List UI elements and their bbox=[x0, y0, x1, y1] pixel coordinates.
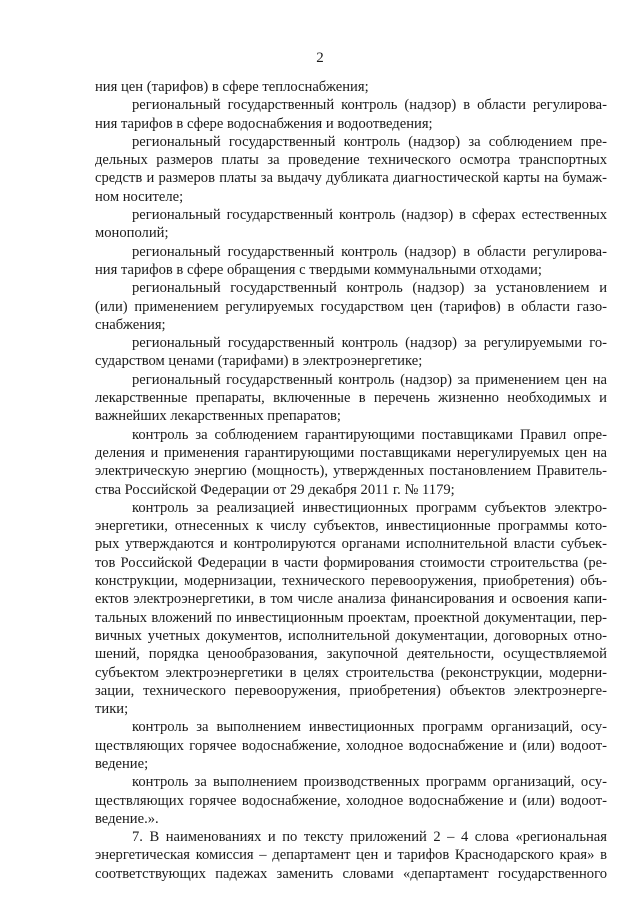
text-line: региональный государственный контроль (надзор) за регулируемыми го- bbox=[132, 335, 607, 352]
text-line: контроль за реализацией инвестиционных программ субъектов электро- bbox=[132, 499, 607, 516]
text-line: энергетическая комиссия – департамент цен и тарифов Краснодарского края» в bbox=[95, 847, 607, 864]
text-line: сударством ценами (тарифами) в электроэнергетике; bbox=[95, 353, 423, 370]
text-line: вичных учетных документов, исполнительной документации, договорных отно- bbox=[95, 627, 607, 644]
document-body bbox=[95, 78, 607, 883]
text-line: ства Российской Федерации от 29 декабря 2011 г. № 1179; bbox=[95, 481, 455, 498]
text-line: электрическую энергию (мощность), утвержденных постановлением Правитель- bbox=[95, 463, 607, 480]
text-line: ведение; bbox=[95, 755, 149, 772]
text-line: ния тарифов в сфере обращения с твердыми коммунальными отходами; bbox=[95, 261, 542, 278]
text-line: монополий; bbox=[95, 225, 169, 242]
text-line: снабжения; bbox=[95, 316, 166, 333]
text-line: контроль за выполнением инвестиционных программ организаций, осу- bbox=[132, 719, 607, 736]
text-line: ном носителе; bbox=[95, 188, 184, 205]
text-line: ществляющих горячее водоснабжение, холодное водоснабжение и (или) водоот- bbox=[95, 792, 607, 809]
text-line: средств и размеров платы за выдачу дубликата диагностической карты на бумаж- bbox=[95, 170, 607, 187]
text-line: тальных вложений по инвестиционным проектам, проектной документации, пер- bbox=[95, 609, 607, 626]
text-line: региональный государственный контроль (надзор) за установлением и bbox=[132, 280, 607, 297]
text-line: ществляющих горячее водоснабжение, холодное водоснабжение и (или) водоот- bbox=[95, 737, 607, 754]
text-line: дельных размеров платы за проведение технического осмотра транспортных bbox=[95, 152, 607, 169]
text-line: региональный государственный контроль (надзор) за соблюдением пре- bbox=[132, 133, 607, 150]
text-line: ния тарифов в сфере водоснабжения и водоотведения; bbox=[95, 115, 433, 132]
text-line: энергетики, отнесенных к числу субъектов, инвестиционные программы кото- bbox=[95, 518, 607, 535]
text-line: соответствующих падежах заменить словами «департамент государственного bbox=[95, 865, 607, 882]
text-line: важнейших лекарственных препаратов; bbox=[95, 408, 341, 425]
text-line: лекарственные препараты, включенные в перечень жизненно необходимых и bbox=[95, 390, 607, 407]
text-line: региональный государственный контроль (надзор) в сферах естественных bbox=[132, 207, 607, 224]
text-line: ектов электроэнергетики, в том числе анализа финансирования и освоения капи- bbox=[95, 591, 607, 608]
text-line: тов Российской Федерации в части формирования стоимости строительства (ре- bbox=[95, 554, 607, 571]
text-line: (или) применением регулируемых государством цен (тарифов) в области газо- bbox=[95, 298, 607, 315]
text-line: тики; bbox=[95, 701, 129, 718]
text-line: зации, технического перевооружения, приобретения) объектов электроэнерге- bbox=[95, 682, 607, 699]
page-number: 2 bbox=[316, 50, 324, 66]
text-line: контроль за выполнением производственных программ организаций, осу- bbox=[132, 774, 607, 791]
text-line: региональный государственный контроль (надзор) в области регулирова- bbox=[132, 243, 607, 260]
text-line: ния цен (тарифов) в сфере теплоснабжения; bbox=[95, 79, 369, 95]
text-line: субъектом электроэнергетики в целях строительства (реконструкции, модерни- bbox=[95, 664, 607, 681]
text-line: рых утверждаются и контролируются органами исполнительной власти субъек- bbox=[95, 536, 607, 553]
text-line: региональный государственный контроль (надзор) в области регулирова- bbox=[132, 97, 607, 114]
text-line: шений, порядка ценообразования, закупочной деятельности, осуществляемой bbox=[95, 646, 607, 663]
text-line: конструкции, модернизации, технического перевооружения, приобретения) объ- bbox=[95, 573, 607, 590]
text-line: региональный государственный контроль (надзор) за применением цен на bbox=[132, 371, 607, 388]
text-line: контроль за соблюдением гарантирующими поставщиками Правил опре- bbox=[132, 426, 607, 443]
text-line: 7. В наименованиях и по тексту приложений 2 – 4 слова «региональная bbox=[132, 829, 607, 846]
text-line: ведение.». bbox=[95, 810, 159, 827]
text-line: деления и применения гарантирующими поставщиками нерегулируемых цен на bbox=[95, 444, 607, 461]
